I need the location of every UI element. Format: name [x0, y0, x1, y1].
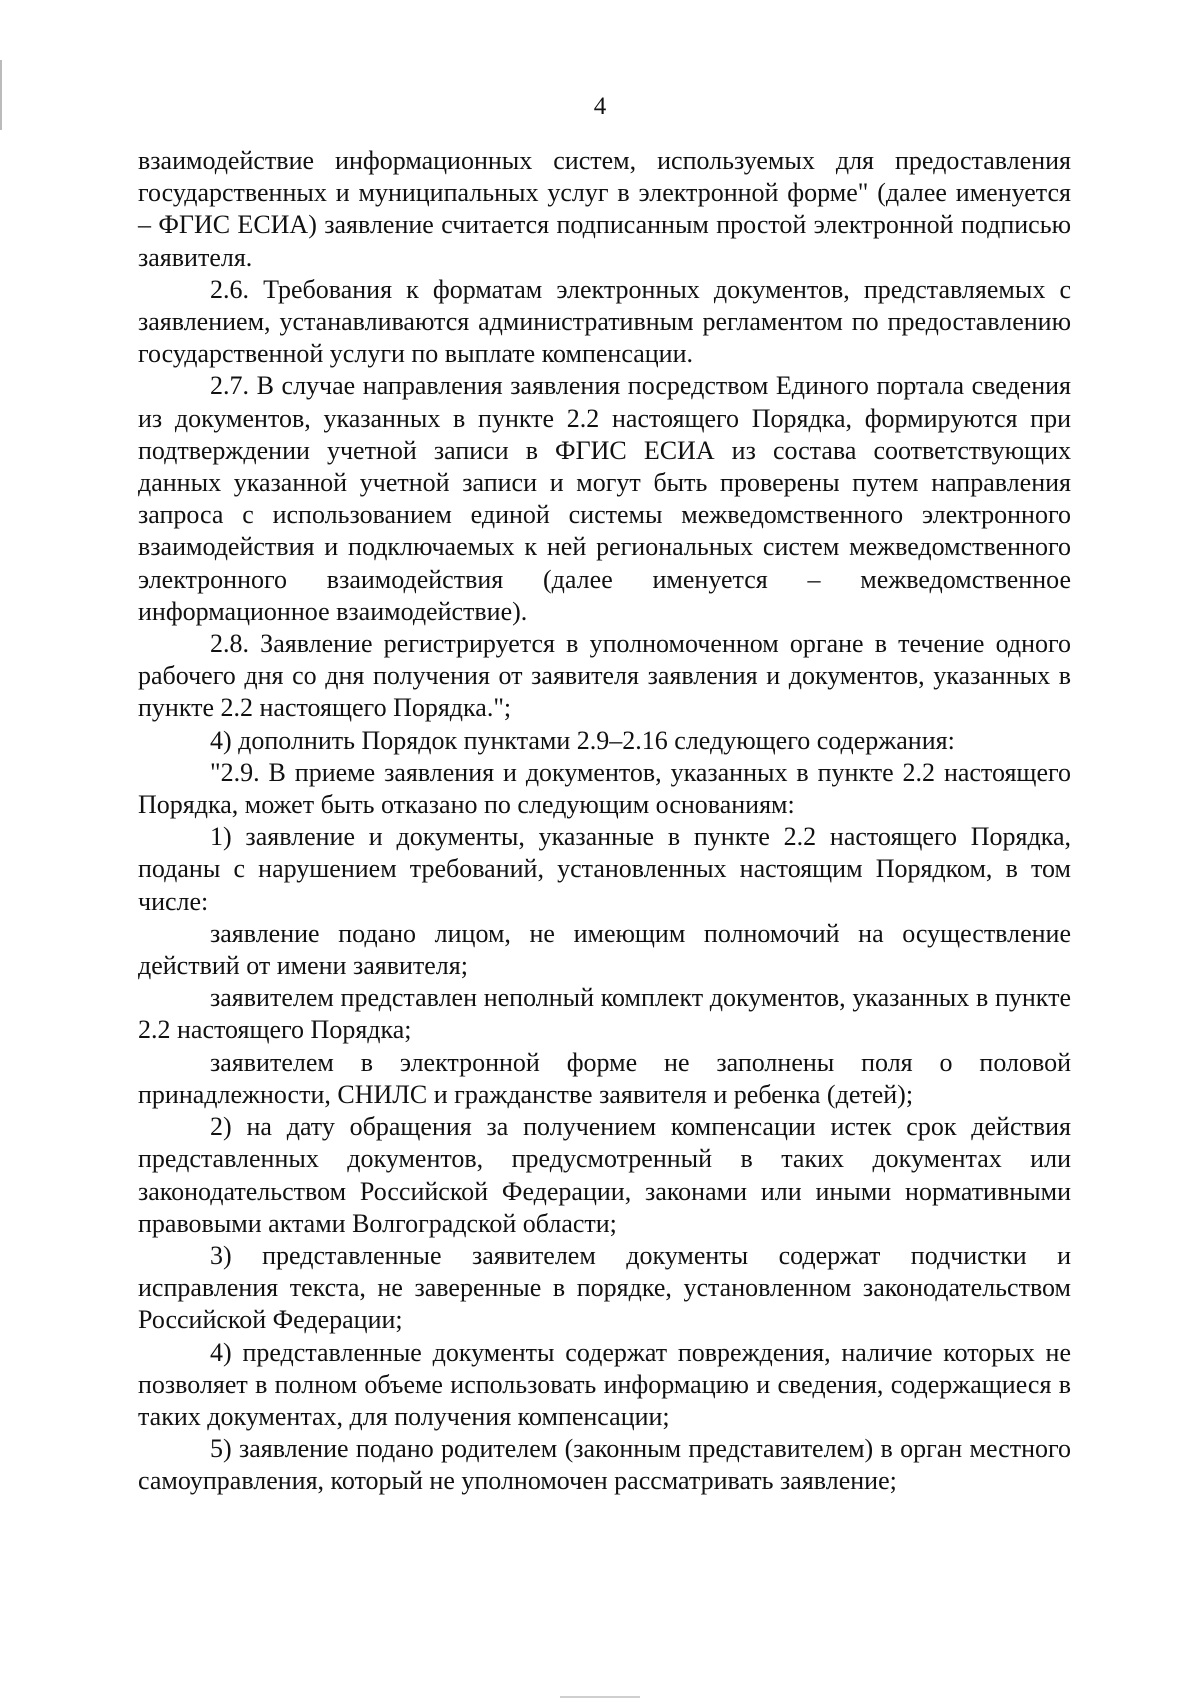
list-item-ground-5: 5) заявление подано родителем (законным представителем) в орган местного самоуправления, который не уполномочен рассматривать заявление;	[138, 1434, 1071, 1496]
paragraph-continuation: взаимодействие информационных систем, используемых для предоставления государственных и муниципальных услуг в электронной форме" (далее именуется – ФГИС ЕСИА) заявление считается подписанным простой электронной подписью заявителя.	[138, 146, 1071, 272]
list-subitem-incomplete-docs: заявителем представлен неполный комплект документов, указанных в пункте 2.2 настоящего Порядка;	[138, 983, 1071, 1045]
page-number: 4	[593, 93, 607, 120]
list-item-ground-4: 4) представленные документы содержат повреждения, наличие которых не позволяет в полном объеме использовать информацию и сведения, содержащиеся в таких документах, для получения компенсации;	[138, 1337, 1071, 1431]
list-item-ground-2: 2) на дату обращения за получением компенсации истек срок действия представленных документов, предусмотренный в таких документах или законодательством Российской Федерации, законами или иными нормативными правовыми актами Волгоградской области;	[138, 1112, 1071, 1238]
list-subitem-empty-fields: заявителем в электронной форме не заполнены поля о половой принадлежности, СНИЛС и гражданстве заявителя и ребенка (детей);	[138, 1047, 1071, 1109]
list-item-ground-1: 1) заявление и документы, указанные в пункте 2.2 настоящего Порядка, поданы с нарушением требований, установленных настоящим Порядком, в том числе:	[138, 822, 1071, 916]
document-body	[138, 145, 1071, 1498]
paragraph-amendment-item-4: 4) дополнить Порядок пунктами 2.9–2.16 следующего содержания:	[210, 725, 955, 755]
list-subitem-no-authority: заявление подано лицом, не имеющим полномочий на осуществление действий от имени заявителя;	[138, 918, 1071, 981]
scan-bottom-mark	[560, 1696, 640, 1698]
paragraph-2-7-unified-portal: 2.7. В случае направления заявления посредством Единого портала сведения из документов, указанных в пункте 2.2 настоящего Порядка, формируются при подтверждении учетной записи в ФГИС ЕСИА из состава соответствующих данных указанной учетной записи и могут быть проверены путем направления запроса с использованием единой системы межведомственного электронного взаимодействия и подключаемых к ней региональных систем межведомственного электронного взаимодействия (далее именуется – межведомственное информационное взаимодействие).	[138, 371, 1071, 626]
paragraph-2-8-registration: 2.8. Заявление регистрируется в уполномоченном органе в течение одного рабочего дня со дня получения от заявителя заявления и документов, указанных в пункте 2.2 настоящего Порядка.";	[138, 629, 1071, 723]
paragraph-2-9-refusal-grounds: "2.9. В приеме заявления и документов, указанных в пункте 2.2 настоящего Порядка, может быть отказано по следующим основаниям:	[138, 757, 1071, 820]
paragraph-2-6-format-requirements: 2.6. Требования к форматам электронных документов, представляемых с заявлением, устанавливаются административным регламентом по предоставлению государственной услуги по выплате компенсации.	[138, 274, 1071, 369]
list-item-ground-3: 3) представленные заявителем документы содержат подчистки и исправления текста, не заверенные в порядке, установленном законодательством Российской Федерации;	[138, 1240, 1071, 1335]
